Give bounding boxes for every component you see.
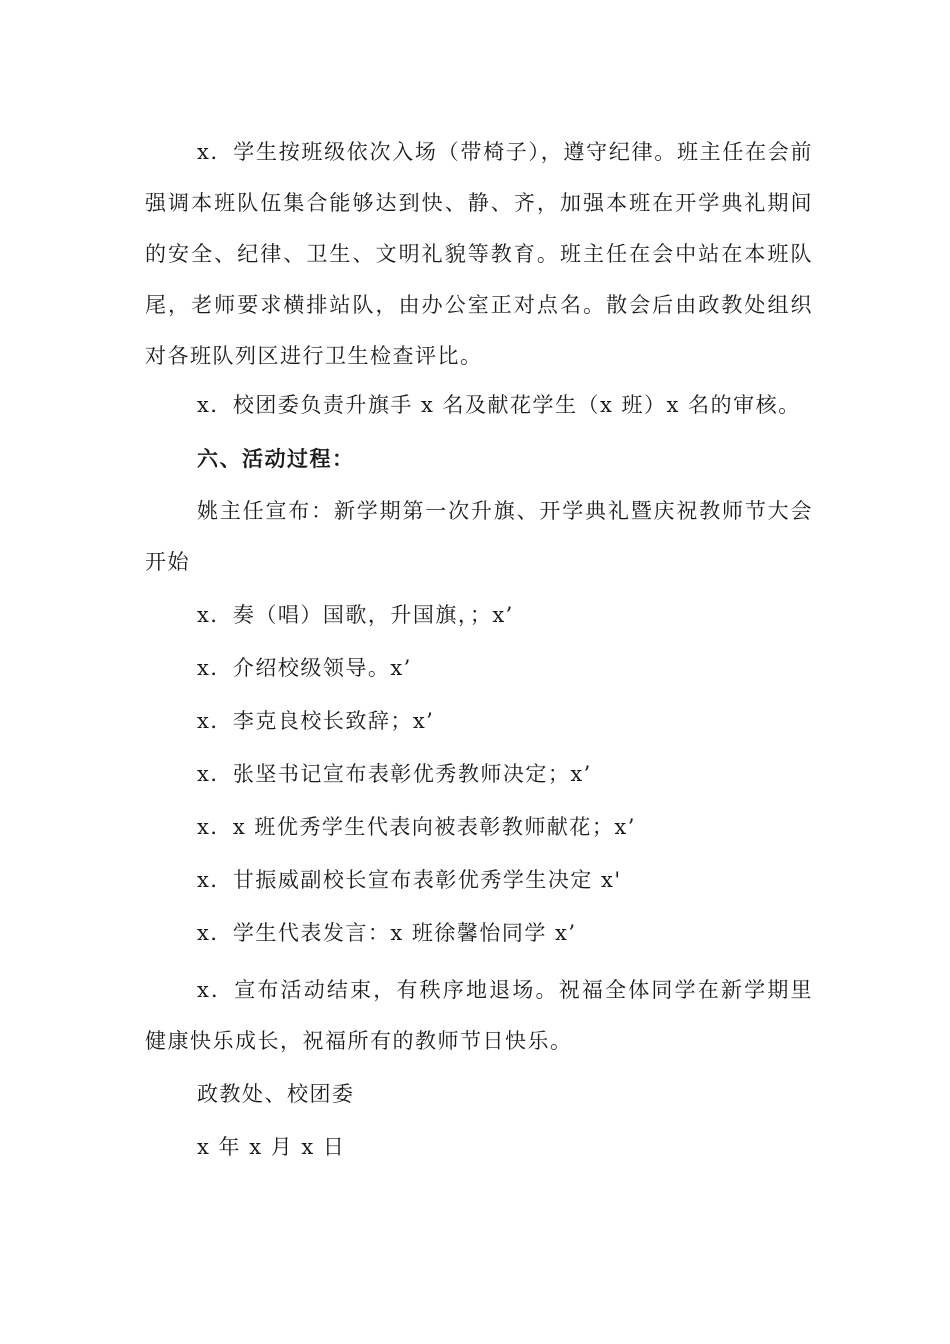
agenda-item-principal-speech: x．李克良校长致辞；x’	[197, 709, 435, 733]
agenda-item-closing: x．宣布活动结束，有秩序地退场。祝福全体同学在新学期里健康快乐成长，祝福所有的教师节日快乐。	[145, 978, 813, 1053]
agenda-item-student-awards: x．甘振威副校长宣布表彰优秀学生决定 x'	[197, 868, 622, 892]
agenda-item-flower-presentation: x．x 班优秀学生代表向被表彰教师献花；x’	[197, 815, 636, 839]
section-heading-activity-process: 六、活动过程：	[197, 446, 355, 471]
signature-organizers: 政教处、校团委	[197, 1082, 355, 1106]
signature-date: x 年 x 月 x 日	[197, 1135, 346, 1159]
agenda-item-anthem: x．奏（唱）国歌，升国旗，；x’	[197, 603, 514, 627]
agenda-item-introduce-leaders: x．介绍校级领导。x’	[197, 656, 412, 680]
agenda-item-teacher-awards: x．张坚书记宣布表彰优秀教师决定；x’	[197, 762, 592, 786]
paragraph-entry-rules: x．学生按班级依次入场（带椅子），遵守纪律。班主任在会前强调本班队伍集合能够达到快、静、齐，加强本班在开学典礼期间的安全、纪律、卫生、文明礼貌等教育。班主任在会中站在本班队尾，老师要求横排站队，由办公室正对点名。散会后由政教处组织对各班队列区进行卫生检查评比。	[145, 140, 813, 368]
paragraph-flag-raiser-review: x．校团委负责升旗手 x 名及献花学生（x 班）x 名的审核。	[197, 393, 801, 417]
paragraph-opening-announcement: 姚主任宣布：新学期第一次升旗、开学典礼暨庆祝教师节大会开始	[145, 499, 813, 574]
agenda-item-student-speech: x．学生代表发言：x 班徐馨怡同学 x’	[197, 921, 577, 945]
